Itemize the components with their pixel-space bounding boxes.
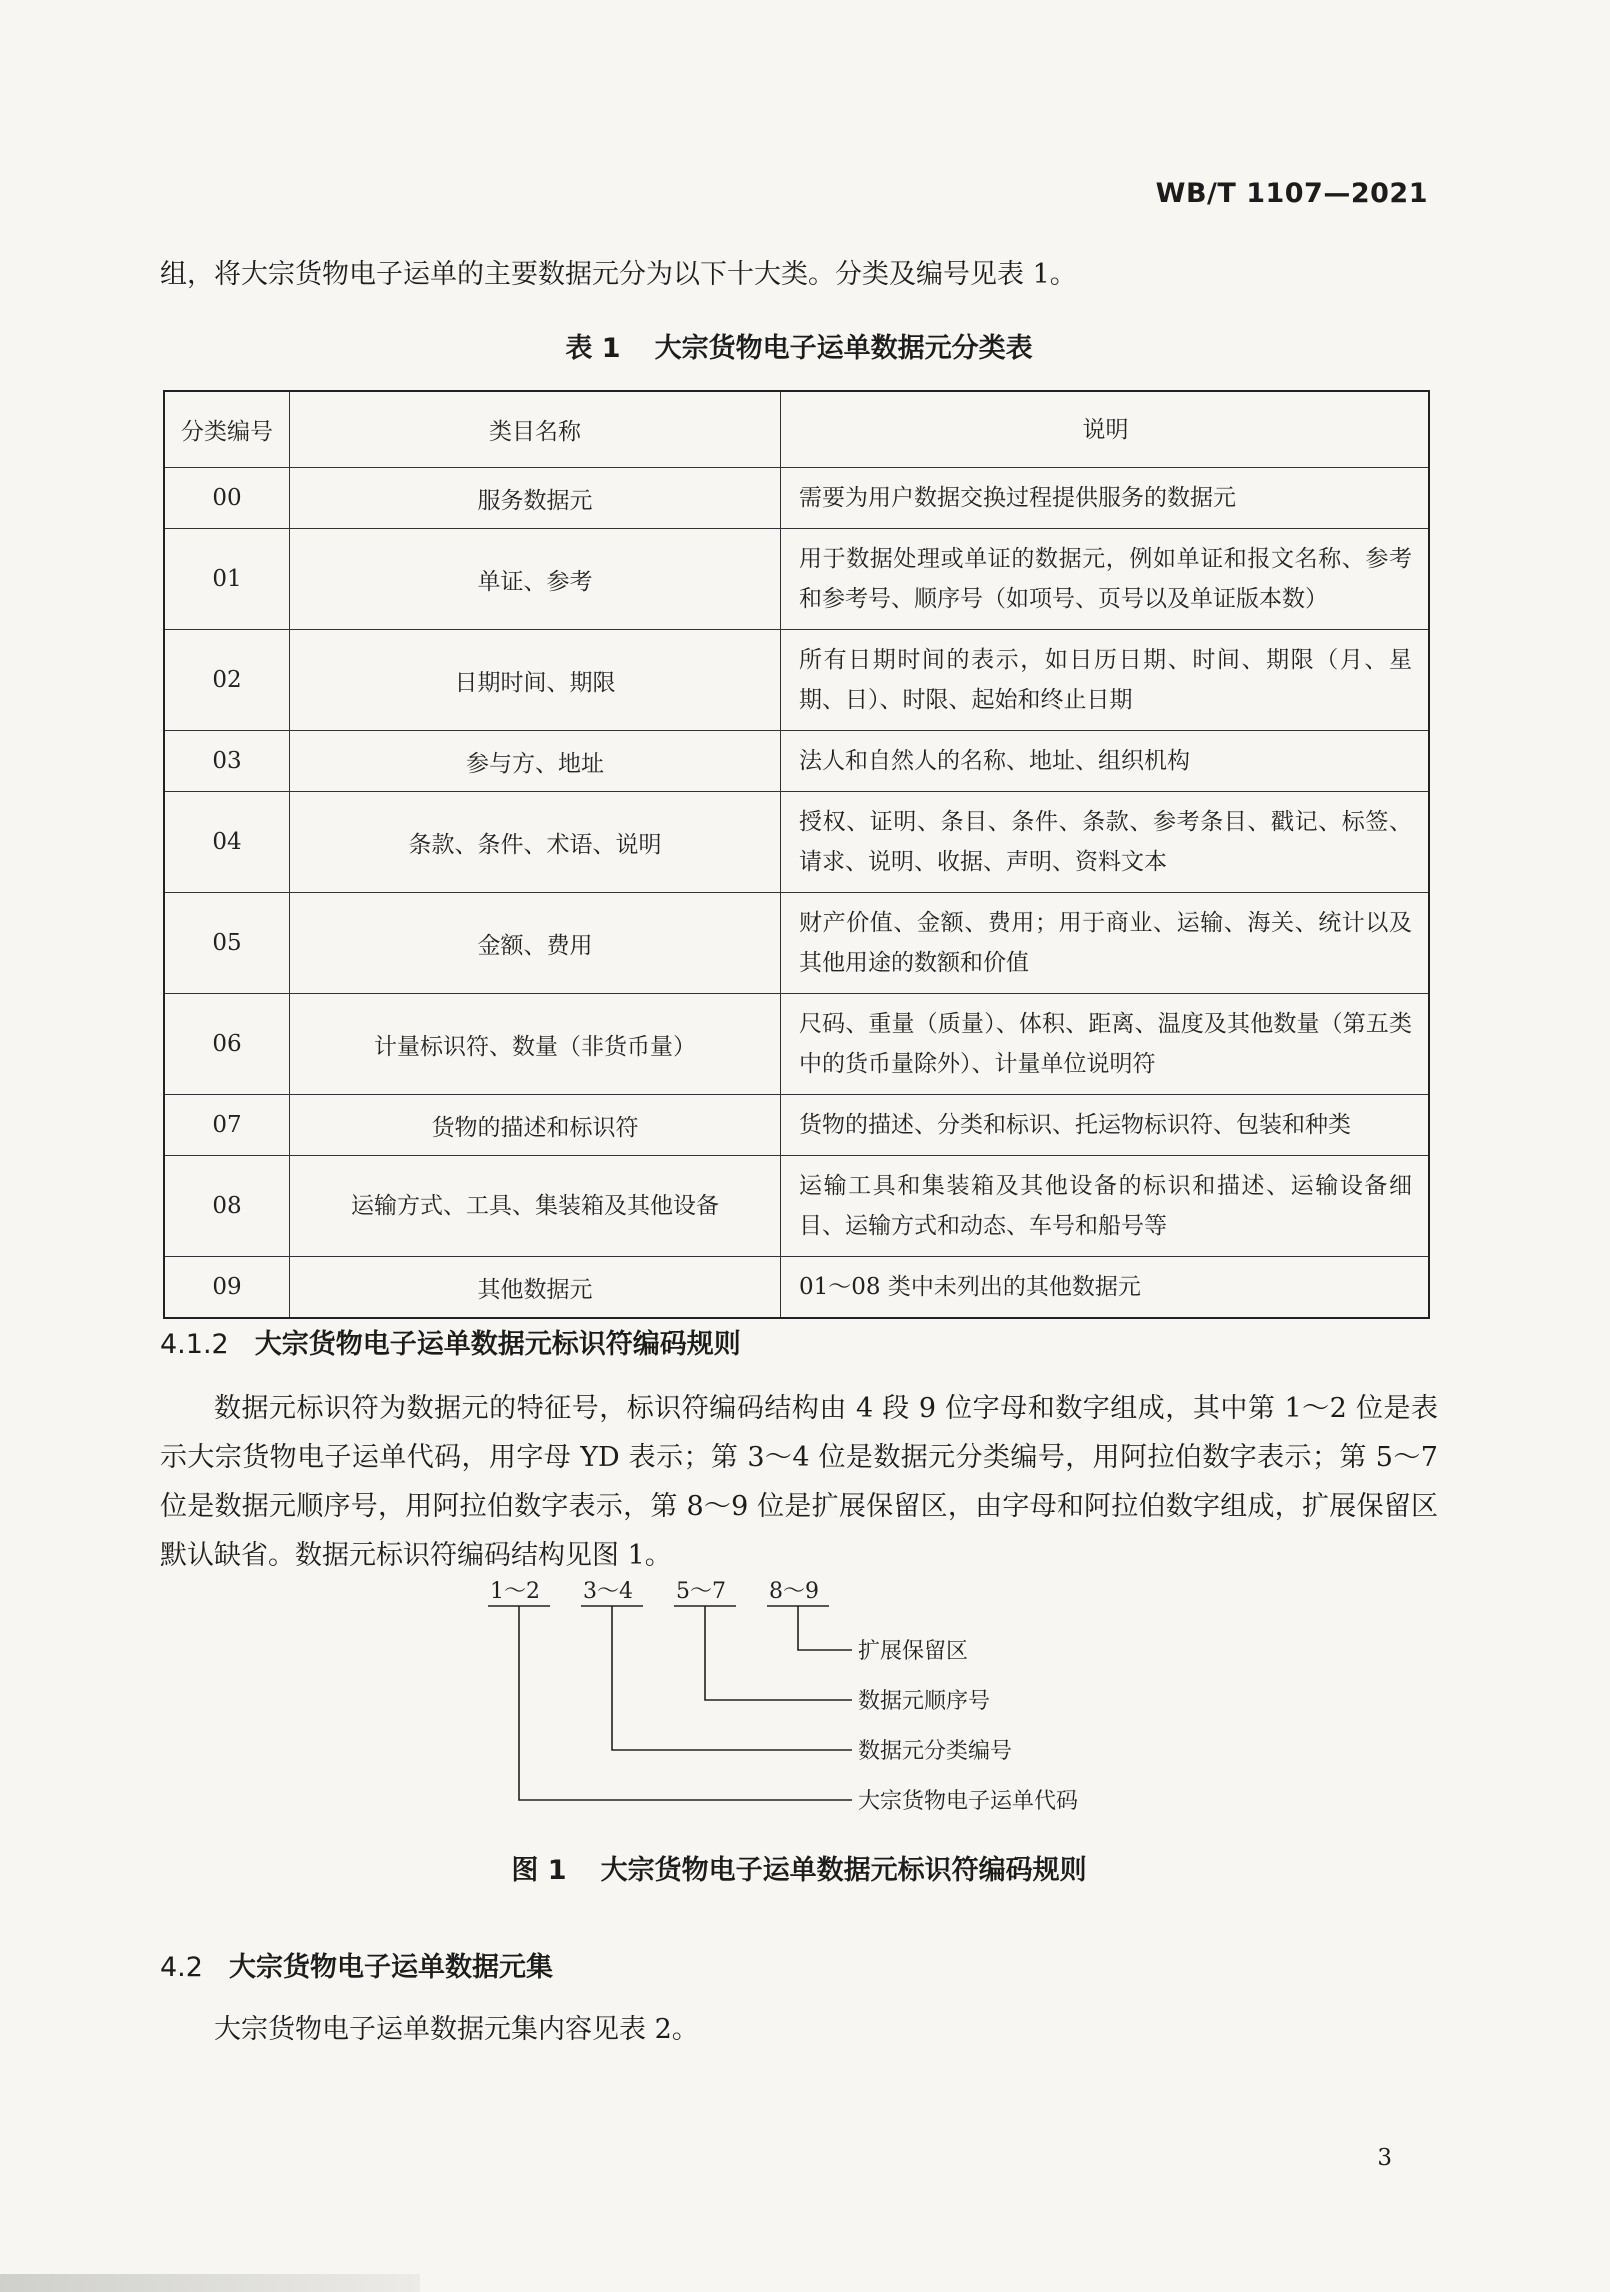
cell-name: 运输方式、工具、集装箱及其他设备: [290, 1156, 781, 1257]
connector-sequence: [705, 1606, 852, 1700]
connector-category: [612, 1606, 852, 1750]
label-category: 数据元分类编号: [858, 1739, 1013, 1764]
cell-code: 06: [164, 994, 290, 1095]
table-header-row: [164, 391, 1429, 468]
cell-desc: 财产价值、金额、费用；用于商业、运输、海关、统计以及其他用途的数额和价值: [781, 893, 1430, 994]
label-sequence: 数据元顺序号: [858, 1689, 991, 1714]
cell-desc: 尺码、重量（质量）、体积、距离、温度及其他数量（第五类中的货币量除外）、计量单位说明符: [781, 994, 1430, 1095]
table-row: [164, 529, 1429, 630]
cell-desc: 所有日期时间的表示，如日历日期、时间、期限（月、星期、日）、时限、起始和终止日期: [781, 630, 1430, 731]
cell-desc: 授权、证明、条目、条件、条款、参考条目、戳记、标签、请求、说明、收据、声明、资料文本: [781, 792, 1430, 893]
label-reserve: 扩展保留区: [858, 1639, 969, 1664]
intro-paragraph: 组，将大宗货物电子运单的主要数据元分为以下十大类。分类及编号见表 1。: [160, 259, 1077, 290]
cell-name: 条款、条件、术语、说明: [290, 792, 781, 893]
header-desc: 说明: [781, 391, 1430, 468]
cell-desc: 01～08 类中未列出的其他数据元: [781, 1257, 1430, 1319]
table-row: [164, 1156, 1429, 1257]
section-body-4-1-2: 数据元标识符为数据元的特征号，标识符编码结构由 4 段 9 位字母和数字组成，其中第 1～2 位是表示大宗货物电子运单代码，用字母 YD 表示；第 3～4 位是数据元分类编号，用阿拉伯数字表示；第 5～7 位是数据元顺序号，用阿拉伯数字表示，第 8～9 位是扩展保留区，由字母和阿拉伯数字组成，扩展保留区默认缺省。数据元标识符编码结构见图 1。: [160, 1393, 1438, 1571]
figure-caption-number: 图 1: [511, 1855, 567, 1886]
header-code: 分类编号: [164, 391, 290, 468]
segment-1-2: 1～2: [490, 1579, 540, 1604]
segment-5-7: 5～7: [676, 1579, 726, 1604]
cell-name: 服务数据元: [290, 468, 781, 529]
classification-table: [163, 390, 1430, 1319]
table-row: [164, 893, 1429, 994]
label-code: 大宗货物电子运单代码: [858, 1789, 1079, 1814]
cell-code: 02: [164, 630, 290, 731]
section-number: 4.1.2: [160, 1329, 229, 1360]
table-caption: [160, 326, 1438, 365]
table-row: [164, 1095, 1429, 1156]
cell-desc: 法人和自然人的名称、地址、组织机构: [781, 731, 1430, 792]
section-heading-4-2: [160, 1945, 553, 1984]
encoding-structure-figure: [480, 1568, 1180, 1828]
section-heading-4-1-2: [160, 1322, 741, 1361]
section-title: 大宗货物电子运单数据元集: [228, 1952, 553, 1983]
cell-name: 计量标识符、数量（非货币量）: [290, 994, 781, 1095]
cell-name: 日期时间、期限: [290, 630, 781, 731]
cell-code: 09: [164, 1257, 290, 1319]
cell-name: 单证、参考: [290, 529, 781, 630]
cell-code: 05: [164, 893, 290, 994]
cell-code: 03: [164, 731, 290, 792]
section-number: 4.2: [160, 1952, 203, 1983]
section-body-4-2: 大宗货物电子运单数据元集内容见表 2。: [214, 2014, 699, 2045]
cell-desc: 运输工具和集装箱及其他设备的标识和描述、运输设备细目、运输方式和动态、车号和船号等: [781, 1156, 1430, 1257]
table-row: [164, 1257, 1429, 1319]
cell-name: 金额、费用: [290, 893, 781, 994]
cell-code: 01: [164, 529, 290, 630]
table-row: [164, 468, 1429, 529]
connector-reserve: [798, 1606, 852, 1650]
figure-caption-title: 大宗货物电子运单数据元标识符编码规则: [600, 1855, 1087, 1886]
cell-desc: 用于数据处理或单证的数据元，例如单证和报文名称、参考和参考号、顺序号（如项号、页号以及单证版本数）: [781, 529, 1430, 630]
cell-code: 08: [164, 1156, 290, 1257]
segment-8-9: 8～9: [769, 1579, 819, 1604]
cell-name: 货物的描述和标识符: [290, 1095, 781, 1156]
table-row: [164, 731, 1429, 792]
cell-code: 07: [164, 1095, 290, 1156]
segment-3-4: 3～4: [583, 1579, 633, 1604]
header-name: 类目名称: [290, 391, 781, 468]
cell-desc: 货物的描述、分类和标识、托运物标识符、包装和种类: [781, 1095, 1430, 1156]
table-caption-number: 表 1: [565, 333, 621, 364]
table-row: [164, 630, 1429, 731]
page-number: 3: [1377, 2145, 1392, 2171]
table-row: [164, 994, 1429, 1095]
cell-code: 00: [164, 468, 290, 529]
table-row: [164, 792, 1429, 893]
cell-desc: 需要为用户数据交换过程提供服务的数据元: [781, 468, 1430, 529]
section-title: 大宗货物电子运单数据元标识符编码规则: [254, 1329, 741, 1360]
connector-code: [519, 1606, 852, 1800]
table-caption-title: 大宗货物电子运单数据元分类表: [654, 333, 1033, 364]
standard-number: WB/T 1107—2021: [1155, 178, 1428, 209]
scan-artifact: [0, 2274, 420, 2292]
cell-code: 04: [164, 792, 290, 893]
cell-name: 其他数据元: [290, 1257, 781, 1319]
figure-caption: [160, 1848, 1438, 1887]
cell-name: 参与方、地址: [290, 731, 781, 792]
